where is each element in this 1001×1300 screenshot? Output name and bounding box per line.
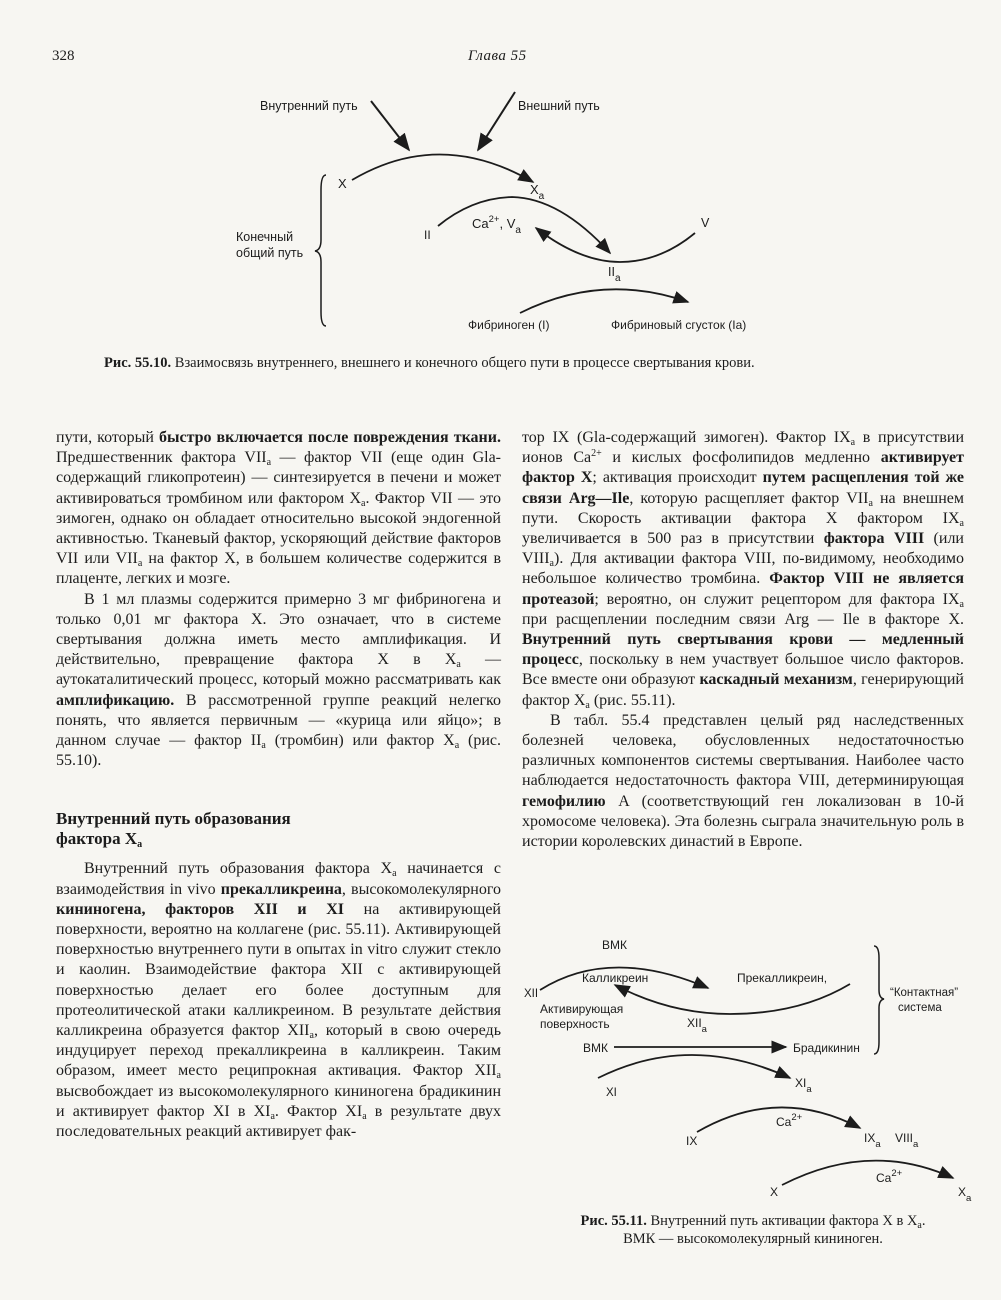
factor-x-2: X	[770, 1185, 779, 1199]
label-contact-2: система	[898, 1002, 942, 1014]
label-common-2: общий путь	[236, 246, 304, 260]
brace-contact	[874, 946, 884, 1054]
section-heading: Внутренний путь образования фактора $X_а$	[56, 809, 291, 851]
factor-xa-2: $X_a$	[958, 1185, 972, 1204]
left-paragraph-3: Внутренний путь образования фактора $X_а$ начинается с взаимодействия in vivo прекалликреина, высокомолекулярного кининогена, факторов XII и XI на активирующей поверхности, вероятно на коллагене (рис. 55.11). Активирующей поверхностью внутреннего пути в опытах in vitro служит стекло и каолин. Взаимодействие фактора XII с активирующей поверхностью делает его более доступным для протеолитической атаки калликреином. В результате действия калликреина образуется фактор $XII_а$, который в свою очередь индуцирует переход прекалликреина в калликреин. Таким образом, имеет место реципрокная активация. Фактор $XII_а$ высвобождает из высокомолекулярного кининогена брадикинин и активирует фактор XI в $XI_а$. Фактор $XI_а$ в результате двух последовательных реакций активирует фак-	[56, 860, 502, 1141]
arrow-prekallikrein-to-kallikrein	[615, 984, 850, 1014]
label-ca-1: $Ca^{2+}$	[776, 1112, 803, 1129]
label-bmk-top: ВМК	[602, 938, 627, 952]
label-prekallikrein: Прекалликреин,	[737, 971, 828, 985]
factor-iia: $II_a$	[608, 265, 621, 284]
figure-caption-55-10: Рис. 55.10. Взаимосвязь внутреннего, внешнего и конечного общего пути в процессе свертывания крови.	[104, 355, 755, 371]
label-activating-1: Активирующая	[540, 1002, 624, 1016]
factor-xa: $X_a$	[530, 182, 545, 202]
factor-viiia: $VIII_a$	[895, 1131, 919, 1150]
factor-xia: $XI_a$	[795, 1076, 812, 1095]
label-clot: Фибриновый сгусток (Ia)	[611, 318, 747, 332]
factor-ixa: $IX_a$	[864, 1131, 881, 1150]
page-number: 328	[52, 48, 75, 64]
arrow-x-to-xa-2	[782, 1161, 953, 1185]
label-contact-1: “Контактная”	[890, 987, 959, 999]
factor-ix: IX	[686, 1134, 698, 1148]
left-paragraph-1: пути, который быстро включается после повреждения ткани. Предшественник фактора $VII_а$ — фактор VII (еще один Gla-содержащий гликопротеин) — синтезируется в печени и может активироваться тромбином или фактором $X_а$. Фактор VII — это зимоген, однако он обладает относительно высокой эндогенной активностью. Тканевый фактор, ускоряющий действие факторов VII или $VII_а$ на фактор X, в большем количестве содержится в плаценте, легких и мозге.	[56, 429, 502, 588]
factor-xi: XI	[606, 1087, 617, 1099]
running-head: Глава 55	[468, 48, 527, 64]
factor-xiia: $XII_a$	[687, 1016, 707, 1035]
label-intrinsic: Внутренний путь	[260, 99, 358, 113]
figure-caption-55-11: Рис. 55.11. Внутренний путь активации фактора X в $X_а$. ВМК — высокомолекулярный кининоген.	[580, 1213, 926, 1248]
left-paragraph-2: В 1 мл плазмы содержится примерно 3 мг фибриногена и только 0,01 мг фактора X. Это означает, что в системе свертывания должна иметь место амплификация. И действительно, превращение фактора X в $X_а$ — аутокаталитический процесс, который можно рассматривать как амплификацию. В рассмотренной группе реакций нелегко понять, что является первичным — «курица или яйцо»; в данном случае — фактор $II_а$ (тромбин) или фактор $X_а$ (рис. 55.10).	[56, 590, 502, 770]
factor-ii: II	[424, 228, 431, 242]
label-bradykinin: Брадикинин	[793, 1041, 860, 1055]
right-paragraph-2: В табл. 55.4 представлен целый ряд наследственных болезней человека, обусловленных недостаточностью различных компонентов системы свертывания. Наиболее часто наблюдается недостаточность фактора VIII, детерминирующая гемофилию A (соответствующий ген локализован в 10-й хромосоме человека). Эта болезнь сыграла значительную роль в истории королевских династий в Европе.	[522, 711, 964, 851]
label-extrinsic: Внешний путь	[518, 99, 600, 113]
label-kallikrein: Калликреин	[582, 971, 649, 985]
arrow-xi-to-xia	[598, 1055, 790, 1078]
label-ca-2: $Ca^{2+}$	[876, 1168, 903, 1185]
label-bmk-mid: ВМК	[583, 1041, 608, 1055]
factor-x: X	[338, 176, 347, 191]
label-common-1: Конечный	[236, 230, 294, 244]
right-paragraph-1: тор IX (Gla-содержащий зимоген). Фактор $IX_а$ в присутствии ионов $Ca^{2+}$ и кислых фосфолипидов медленно активирует фактор X; активация происходит путем расщепления той же связи Arg—Ile, которую расщепляет фактор $VII_а$ на внешнем пути. Скорость активации фактора X фактором $IX_а$ увеличивается в 500 раз в присутствии фактора VIII (или $VIII_а$). Для активации фактора VIII, по-видимому, необходимо небольшое количество тромбина. Фактор VIII не является протеазой; вероятно, он служит рецептором для фактора $IX_а$ при расщеплении последним связи Arg — Ile в факторе X. Внутренний путь свертывания крови — медленный процесс, поскольку в нем участвует большое число факторов. Все вместе они образуют каскадный механизм, генерирующий фактор $X_а$ (рис. 55.11).	[522, 429, 965, 711]
factor-v: V	[701, 216, 710, 230]
cofactor-label: $Ca^{2+}$, $V_a$	[472, 214, 521, 236]
factor-xii: XII	[524, 988, 539, 1000]
label-fibrinogen: Фибриноген (I)	[468, 318, 550, 332]
label-activating-2: поверхность	[540, 1017, 610, 1031]
